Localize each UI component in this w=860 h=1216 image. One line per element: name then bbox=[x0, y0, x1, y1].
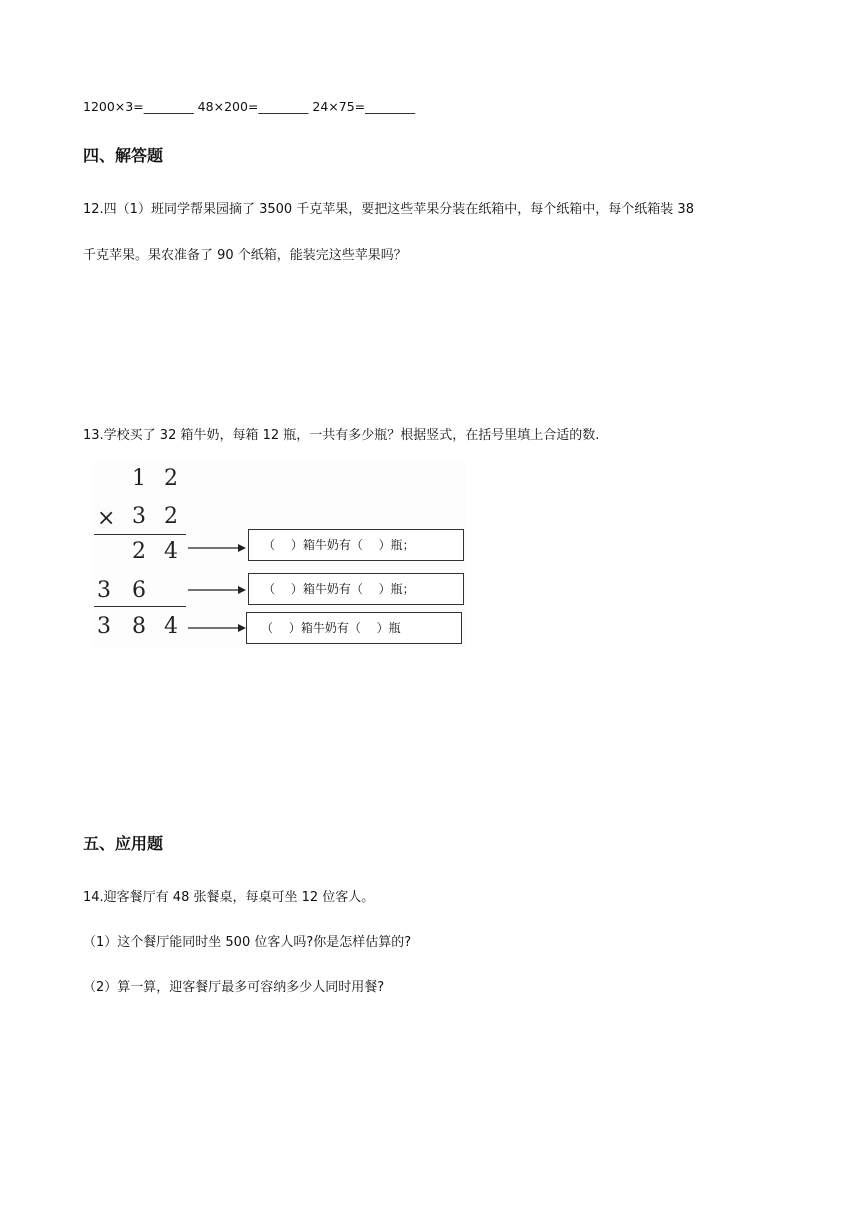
calculation-row: 1200×3=________ 48×200=________ 24×75=________ bbox=[83, 99, 416, 114]
arrow-right-icon bbox=[188, 584, 248, 596]
digit: 3 bbox=[132, 504, 146, 529]
answer-box-1[interactable]: （ ）箱牛奶有（ ）瓶； bbox=[248, 529, 464, 561]
digit: 2 bbox=[132, 539, 146, 564]
multiply-sign: × bbox=[97, 506, 116, 531]
digit: 8 bbox=[132, 614, 146, 639]
question-14-sub-2: （2）算一算，迎客餐厅最多可容纳多少人同时用餐? bbox=[83, 980, 385, 995]
digit: 2 bbox=[164, 504, 178, 529]
sum-line bbox=[94, 534, 186, 535]
digit: 3 bbox=[97, 614, 111, 639]
question-14-sub-1: （1）这个餐厅能同时坐 500 位客人吗?你是怎样估算的? bbox=[83, 935, 412, 950]
digit: 4 bbox=[164, 614, 178, 639]
digit: 3 bbox=[97, 578, 111, 603]
vertical-multiplication-figure bbox=[92, 462, 466, 648]
sum-line bbox=[94, 606, 186, 607]
section-heading-application: 五、应用题 bbox=[83, 834, 164, 853]
question-12-line-2: 千克苹果。果农准备了 90 个纸箱，能装完这些苹果吗？ bbox=[83, 248, 407, 263]
answer-box-3[interactable]: （ ）箱牛奶有（ ）瓶 bbox=[246, 612, 462, 644]
answer-box-2[interactable]: （ ）箱牛奶有（ ）瓶； bbox=[248, 573, 464, 605]
digit: 2 bbox=[164, 466, 178, 491]
digit: 6 bbox=[132, 578, 146, 603]
question-13-text: 13.学校买了 32 箱牛奶，每箱 12 瓶，一共有多少瓶？根据竖式，在括号里填上合适的数. bbox=[83, 428, 600, 443]
arrow-right-icon bbox=[188, 622, 248, 634]
question-12-line-1: 12.四（1）班同学帮果园摘了 3500 千克苹果，要把这些苹果分装在纸箱中，每个纸箱中，每个纸箱装 38 bbox=[83, 202, 694, 217]
question-14-text: 14.迎客餐厅有 48 张餐桌，每桌可坐 12 位客人。 bbox=[83, 890, 375, 905]
digit: 4 bbox=[164, 539, 178, 564]
arrow-right-icon bbox=[188, 542, 248, 554]
section-heading-answer: 四、解答题 bbox=[83, 146, 164, 165]
digit: 1 bbox=[132, 466, 146, 491]
